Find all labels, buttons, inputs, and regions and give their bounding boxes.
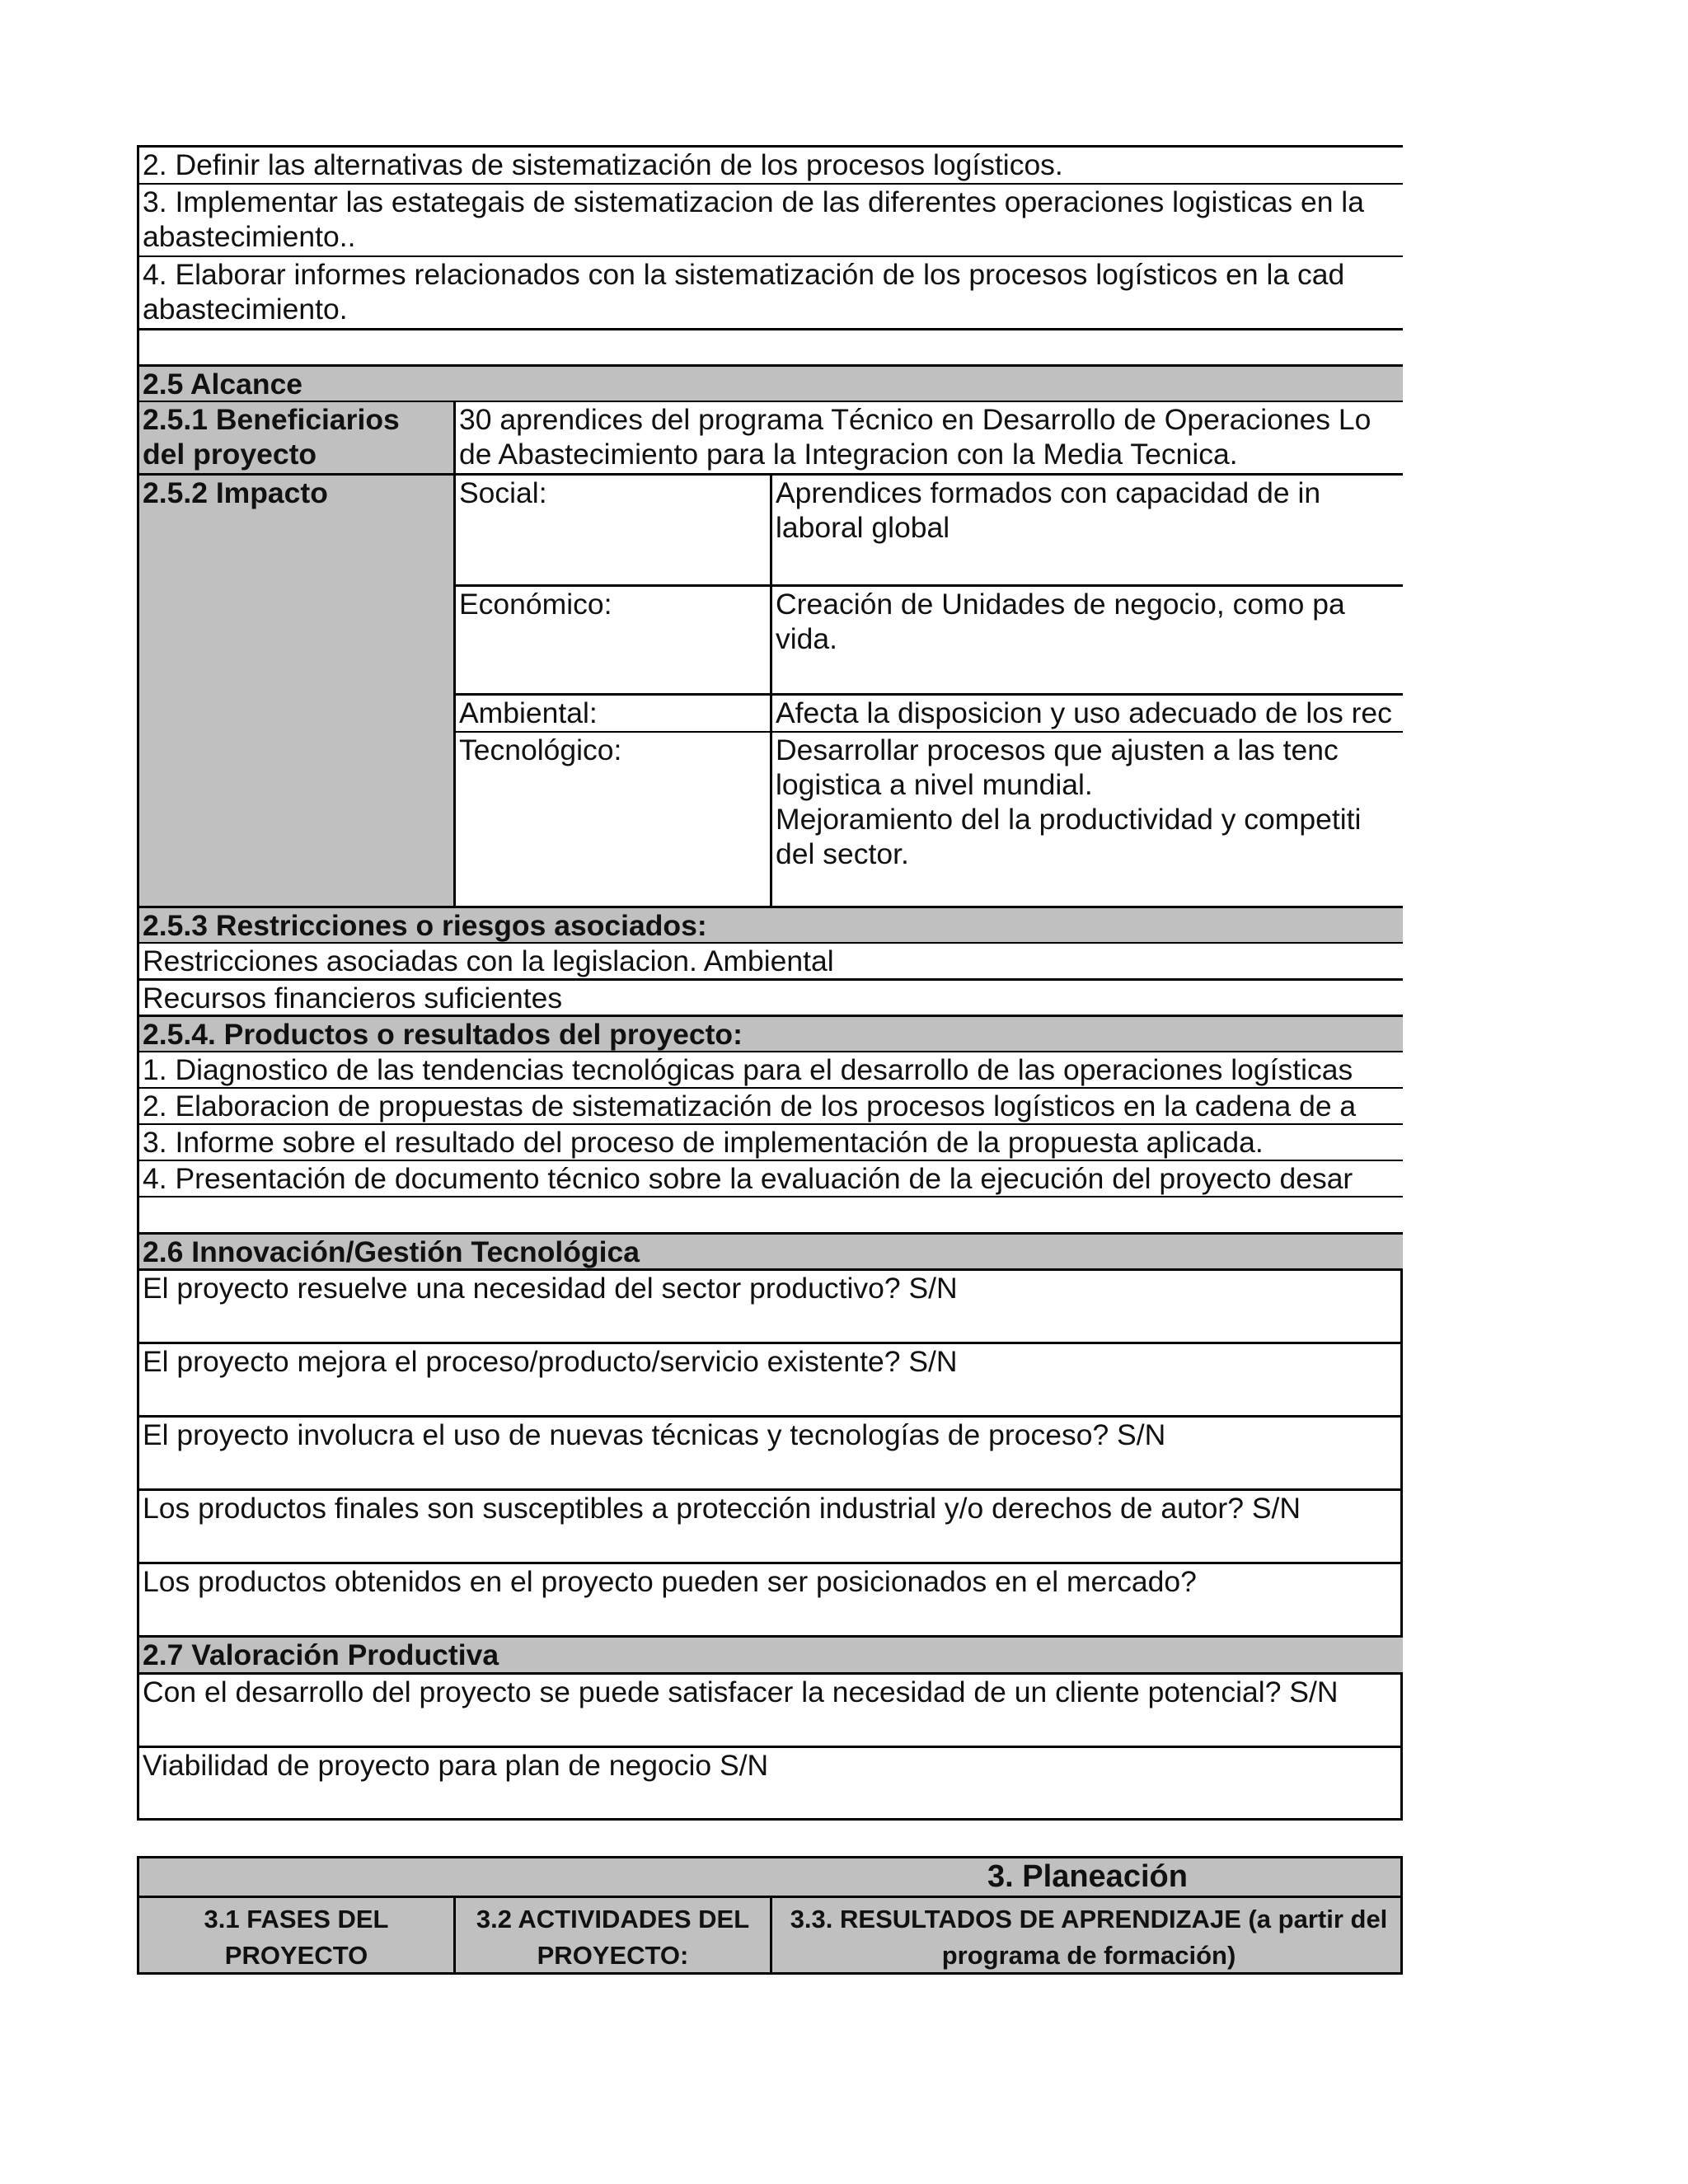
producto-item [137, 1087, 1403, 1123]
impact-tecnologico-label-text: Tecnológico: [459, 733, 622, 766]
beneficiarios-label-line2: del proyecto [143, 438, 317, 471]
innovacion-question [137, 1342, 1403, 1415]
valoracion-title: 2.7 Valoración Productiva [143, 1638, 499, 1671]
impact-tecnologico-line4: del sector. [776, 837, 909, 870]
objective-3-line1: 3. Implementar las estategais de sistematizacion de las diferentes operaciones logisticas en la [143, 185, 1364, 218]
impact-social-value [770, 476, 1403, 584]
producto-item-3-text: 3. Informe sobre el resultado del proceso de implementación de la propuesta aplicada. [143, 1126, 1264, 1159]
impact-economico-label-text: Económico: [459, 588, 612, 621]
impact-economico-value [770, 584, 1403, 693]
project-sheet [137, 145, 1403, 1991]
col-fases-header [139, 1901, 453, 1975]
valoracion-question [137, 1746, 1403, 1821]
alcance-header [137, 364, 1403, 401]
beneficiarios-row [137, 401, 1403, 473]
innovacion-question [137, 1562, 1403, 1635]
beneficiarios-label-line1: 2.5.1 Beneficiarios [143, 403, 400, 436]
producto-item [137, 1160, 1403, 1196]
impact-tecnologico-line1: Desarrollar procesos que ajusten a las tenc [776, 733, 1339, 766]
impact-tecnologico-line2: logistica a nivel mundial. [776, 768, 1093, 801]
restriccion-item [137, 978, 1403, 1015]
valoracion-question [137, 1672, 1403, 1746]
col-actividades-line2: PROYECTO: [537, 1941, 689, 1970]
producto-item [137, 1123, 1403, 1160]
objective-3 [137, 183, 1403, 255]
restriccion-item [137, 942, 1403, 978]
impacto-block [137, 473, 1403, 906]
innovacion-question-5-text: Los productos obtenidos en el proyecto pueden ser posicionados en el mercado? [143, 1565, 1197, 1598]
impact-economico-line2: vida. [776, 622, 837, 655]
producto-item-4-text: 4. Presentación de documento técnico sobre la evaluación de la ejecución del proyecto desar [143, 1162, 1353, 1195]
impact-social-line1: Aprendices formados con capacidad de in [776, 476, 1321, 509]
impact-tecnologico-value [770, 731, 1403, 906]
innovacion-question-4-text: Los productos finales son susceptibles a protección industrial y/o derechos de autor? S/N [143, 1492, 1301, 1525]
impact-economico-line1: Creación de Unidades de negocio, como pa [776, 588, 1345, 621]
innovacion-question [137, 1415, 1403, 1488]
col-resultados-header [770, 1898, 1403, 1975]
impact-economico-label [453, 584, 770, 693]
producto-item-2-text: 2. Elaboracion de propuestas de sistematización de los procesos logísticos en la cadena de a [143, 1090, 1357, 1122]
planeacion-columns [137, 1896, 1403, 1975]
impact-social-label-text: Social: [459, 476, 547, 509]
innovacion-title: 2.6 Innovación/Gestión Tecnológica [143, 1235, 640, 1268]
productos-header [137, 1015, 1403, 1051]
objective-4-line1: 4. Elaborar informes relacionados con la sistematización de los procesos logísticos en la cad [143, 258, 1345, 291]
impact-social-label [453, 476, 770, 584]
innovacion-question-1-text: El proyecto resuelve una necesidad del sector productivo? S/N [143, 1272, 958, 1305]
impacto-label [139, 476, 453, 906]
beneficiarios-value-line2: de Abastecimiento para la Integracion con la Media Tecnica. [459, 438, 1238, 471]
planeacion-title-cell [770, 1858, 1403, 1896]
objective-4-line2: abastecimiento. [143, 293, 348, 326]
objective-2 [137, 145, 1403, 183]
beneficiarios-value [453, 402, 1403, 473]
impact-tecnologico-line3: Mejoramiento del la productividad y competiti [776, 803, 1362, 836]
spacer-row [137, 328, 1403, 364]
col-resultados-line2: programa de formación) [941, 1941, 1236, 1970]
spacer-row [137, 1196, 1403, 1232]
col-fases-line1: 3.1 FASES DEL [204, 1905, 389, 1933]
restriccion-item-2-text: Recursos financieros suficientes [143, 982, 563, 1015]
innovacion-question [137, 1268, 1403, 1342]
impact-ambiental-label-text: Ambiental: [459, 696, 598, 729]
restricciones-header [137, 906, 1403, 942]
impact-social-line2: laboral global [776, 511, 950, 544]
innovacion-question-3-text: El proyecto involucra el uso de nuevas técnicas y tecnologías de proceso? S/N [143, 1418, 1166, 1451]
beneficiarios-value-line1: 30 aprendices del programa Técnico en Desarrollo de Operaciones Lo [459, 403, 1372, 436]
beneficiarios-label [139, 402, 453, 473]
restricciones-title: 2.5.3 Restricciones o riesgos asociados: [143, 909, 707, 942]
impact-ambiental-value [770, 693, 1403, 731]
impact-ambiental-label [453, 693, 770, 731]
planeacion-header [137, 1856, 1403, 1896]
restriccion-item-1-text: Restricciones asociadas con la legislacion. Ambiental [143, 944, 834, 977]
col-actividades-line1: 3.2 ACTIVIDADES DEL [476, 1905, 750, 1933]
alcance-title: 2.5 Alcance [143, 368, 303, 401]
impact-tecnologico-label [453, 731, 770, 906]
valoracion-question-1-text: Con el desarrollo del proyecto se puede satisfacer la necesidad de un cliente potencial? S/N [143, 1675, 1339, 1708]
planeacion-title: 3. Planeación [987, 1859, 1188, 1894]
col-fases-line2: PROYECTO [224, 1941, 368, 1970]
valoracion-question-2-text: Viabilidad de proyecto para plan de negocio S/N [143, 1749, 769, 1782]
producto-item [137, 1051, 1403, 1087]
objective-4 [137, 255, 1403, 328]
innovacion-header [137, 1232, 1403, 1268]
innovacion-question-2-text: El proyecto mejora el proceso/producto/servicio existente? S/N [143, 1345, 958, 1378]
productos-title: 2.5.4. Productos o resultados del proyecto: [143, 1018, 743, 1051]
producto-item-1-text: 1. Diagnostico de las tendencias tecnológicas para el desarrollo de las operaciones logísticas [143, 1053, 1353, 1086]
col-actividades-header [453, 1898, 770, 1975]
impacto-label-text: 2.5.2 Impacto [143, 476, 328, 509]
objective-2-text: 2. Definir las alternativas de sistematización de los procesos logísticos. [143, 148, 1063, 181]
valoracion-header [137, 1635, 1403, 1672]
impact-ambiental-line1: Afecta la disposicion y uso adecuado de los rec [776, 696, 1392, 729]
col-resultados-line1: 3.3. RESULTADOS DE APRENDIZAJE (a partir del [790, 1905, 1388, 1933]
objective-3-line2: abastecimiento.. [143, 220, 356, 253]
innovacion-question [137, 1488, 1403, 1562]
